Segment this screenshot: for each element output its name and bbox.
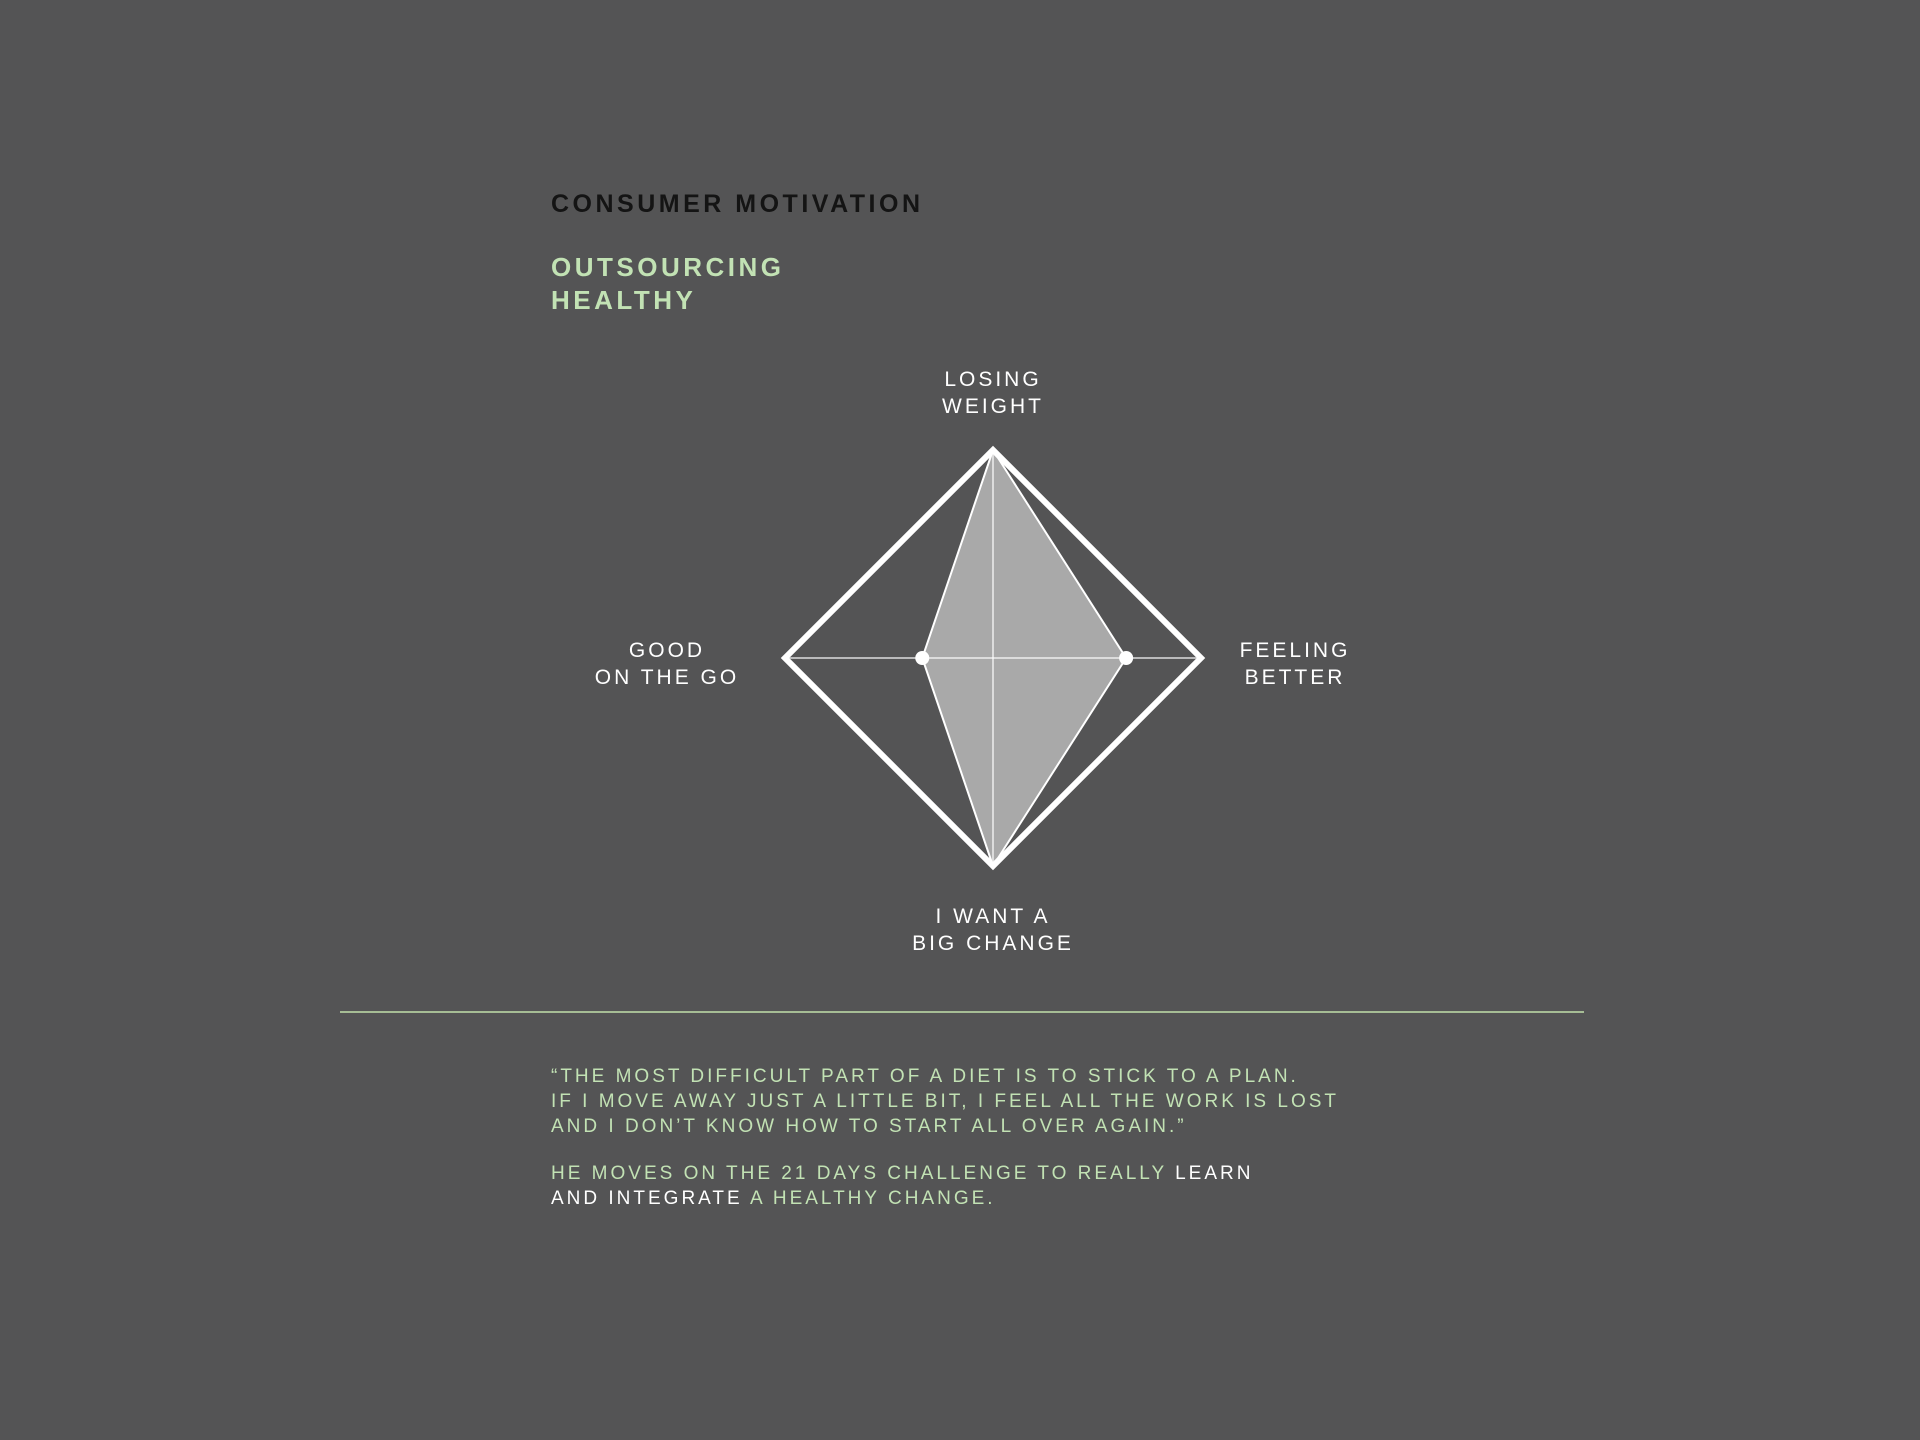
axis-label-line: BIG CHANGE: [912, 932, 1074, 955]
axis-label-line: ON THE GO: [594, 666, 740, 689]
axis-label-left: [537, 637, 797, 691]
axis-label-line: LOSING: [944, 368, 1042, 391]
quote-line: “THE MOST DIFFICULT PART OF A DIET IS TO STICK TO A PLAN.: [551, 1066, 1299, 1087]
section-divider: [340, 1011, 1584, 1013]
profile-name-line: HEALTHY: [551, 285, 697, 315]
profile-name: [551, 251, 785, 317]
axis-label-line: BETTER: [1244, 666, 1346, 689]
profile-name-line: OUTSOURCING: [551, 252, 785, 282]
value-point-right: [1119, 651, 1133, 665]
quote-line: IF I MOVE AWAY JUST A LITTLE BIT, I FEEL ALL THE WORK IS LOST: [551, 1091, 1340, 1112]
quote-line: AND I DON’T KNOW HOW TO START ALL OVER AGAIN.”: [551, 1116, 1187, 1137]
summary-white-text: AND INTEGRATE: [551, 1188, 743, 1209]
summary-line: [551, 1186, 1253, 1211]
section-title: CONSUMER MOTIVATION: [551, 190, 924, 218]
summary-white-text: LEARN: [1175, 1163, 1254, 1184]
axis-label-top: [863, 366, 1123, 420]
summary-line: [551, 1161, 1253, 1186]
axis-label-line: I WANT A: [935, 905, 1051, 928]
summary-green-text: HE MOVES ON THE 21 DAYS CHALLENGE TO REALLY: [551, 1163, 1167, 1184]
axis-label-bottom: [863, 903, 1123, 957]
motivation-radar-diagram: [760, 430, 1206, 876]
consumer-quote: [551, 1064, 1339, 1139]
axis-label-line: GOOD: [628, 639, 706, 662]
value-point-left: [915, 651, 929, 665]
summary-green-text: A HEALTHY CHANGE.: [749, 1188, 996, 1209]
axis-label-line: FEELING: [1239, 639, 1351, 662]
axis-label-line: WEIGHT: [942, 395, 1044, 418]
summary-text: [551, 1161, 1253, 1211]
